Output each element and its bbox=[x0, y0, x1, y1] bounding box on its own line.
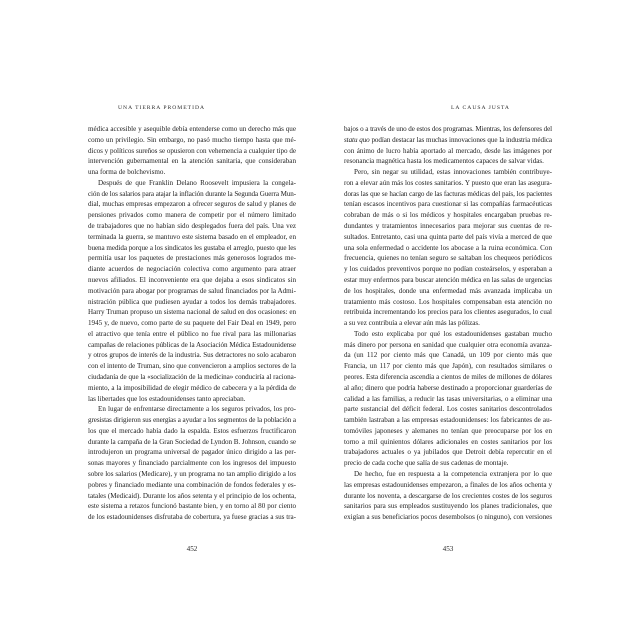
paragraph bbox=[344, 469, 552, 523]
text-line: con el intento de Truman, sino que convencieron a amplios sectores de la bbox=[88, 362, 296, 371]
text-line: doras las que se hacían cargo de las facturas médicas del país, los pacientes bbox=[344, 189, 552, 198]
paragraph bbox=[88, 404, 296, 523]
text-line: miento, a la imposibilidad de elegir médico de cabecera y a la pérdida de bbox=[88, 383, 296, 392]
text-line: terminada la guerra, se mantuvo este sistema basado en el empleador, en bbox=[88, 232, 296, 241]
text-line: sobre los salarios (Medicare), y un programa no tan amplio dirigido a los bbox=[88, 470, 296, 478]
text-line: pobres y financiado mediante una combinación de fondos federales y es- bbox=[88, 480, 296, 489]
text-line: 1945 y, de nuevo, como parte de su paquete del Fair Deal en 1949, pero bbox=[88, 319, 296, 328]
text-line: trabajadores actuales o ya jubilados que Detroit debía repercutir en el bbox=[344, 448, 552, 457]
text-line: gresistas dirigieron sus energías a ayudar a los segmentos de la población a bbox=[88, 416, 296, 425]
text-line: precio de cada coche que salía de sus cadenas de montaje. bbox=[344, 459, 509, 468]
text-line: peores. Esta diferencia ascendía a cientos de miles de millones de dólares bbox=[344, 372, 552, 381]
text-line: introdujeron un programa universal de pagador único dirigido a las per- bbox=[88, 448, 296, 457]
text-line bbox=[344, 135, 552, 146]
text-line: dicos y políticos sureños se opusieron con vehemencia a cualquier tipo de bbox=[88, 146, 296, 155]
paragraph bbox=[344, 167, 552, 329]
text-line: dial, muchas empresas empezaron a ofrecer seguros de salud y planes de bbox=[88, 200, 296, 209]
text-line: más dinero por persona en sanidad que cualquier otra economía avanza- bbox=[344, 340, 552, 349]
text-line: ciudadanía de que la «socialización de la medicina» conduciría al raciona- bbox=[88, 372, 296, 381]
text-line: En lugar de enfrentarse directamente a los seguros privados, los pro- bbox=[98, 405, 296, 414]
running-head: LA CAUSA JUSTA bbox=[451, 105, 510, 111]
text-line: nuevos afiliados. El inconveniente era que dejaba a esos sindicatos sin bbox=[88, 275, 296, 284]
text-line: médica accesible y asequible debía entenderse como un derecho más que bbox=[88, 125, 296, 133]
text-line: a su vez contribuía a elevar aún más las pólizas. bbox=[344, 319, 480, 328]
text-line: sanitarios para sus empleados sustituyendo los planes tradicionales, que bbox=[344, 502, 552, 511]
text-line: las empresas estadounidenses empezaron, a finales de los años ochenta y bbox=[344, 480, 552, 489]
text-line: sultados. Entretanto, casi una quinta parte del país vivía a merced de que bbox=[344, 232, 552, 241]
text-line: y los cuidados preventivos porque no podían costeárselos, y esperaban a bbox=[344, 265, 552, 274]
paragraph bbox=[88, 178, 296, 404]
text-line: parte sustancial del déficit federal. Los costes sanitarios descontrolados bbox=[344, 405, 552, 414]
text-line: buena medida porque a los sindicatos les gustaba el arreglo, puesto que les bbox=[88, 243, 296, 252]
text-line: una forma de bolchevismo. bbox=[88, 168, 166, 177]
text-line: tratamiento más costoso. Los hospitales compensaban esta atención no bbox=[344, 297, 552, 306]
text-line: Francia, un 117 por ciento más que Japón), con resultados similares o bbox=[344, 362, 552, 371]
text-line: tenían escasos incentivos para cuestionar si las compañías farmacéuticas bbox=[344, 200, 552, 209]
text-line: De hecho, fue en respuesta a la competencia extranjera por lo que bbox=[354, 470, 552, 478]
text-line: Pero, sin negar su utilidad, estas innovaciones también contribuye- bbox=[354, 168, 552, 177]
text-line: Todo esto explicaba por qué los estadounidenses gastaban mucho bbox=[354, 329, 552, 338]
text-line: como un privilegio. Sin embargo, no pasó mucho tiempo hasta que mé- bbox=[88, 135, 296, 144]
text-line: nistración pública que pudiesen ayudar a todos los demás trabajadores. bbox=[88, 297, 296, 306]
text-line: al año; dinero que podría haberse destinado a proporcionar guarderías de bbox=[344, 383, 552, 392]
text-block bbox=[88, 124, 296, 523]
italic-phrase: statu quo bbox=[344, 135, 370, 144]
text-line: con ánimo de lucro había aportado al mercado, desde las imágenes por bbox=[344, 146, 552, 155]
text-line: de los hospitales, donde una enfermedad más avanzada implicaba un bbox=[344, 286, 552, 295]
text-line: resonancia magnética hasta los medicamentos capaces de salvar vidas. bbox=[344, 157, 544, 166]
text-line: una sola enfermedad o accidente los abocase a la ruina económica. Con bbox=[344, 243, 552, 252]
text-line: tomóviles japoneses y alemanes no tenían que preocuparse por los en bbox=[344, 426, 552, 435]
text-line: diante acuerdos de negociación colectiva como argumento para atraer bbox=[88, 265, 296, 274]
text-line: calidad a las familias, a reducir las tasas universitarias, o a eliminar una bbox=[344, 394, 552, 403]
paragraph bbox=[88, 124, 296, 178]
text-line: de los estadounidenses disfrutaba de cobertura, ya fuese gracias a sus tra- bbox=[88, 513, 296, 522]
running-head: UNA TIERRA PROMETIDA bbox=[118, 105, 206, 111]
paragraph bbox=[344, 124, 552, 167]
paragraph bbox=[344, 329, 552, 469]
text-line: también lastraban a las empresas estadounidenses: los fabricantes de au- bbox=[344, 416, 552, 425]
text-line: torno a mil quinientos dólares adicionales en costes sanitarios por los bbox=[344, 437, 552, 446]
text-line: intervención gubernamental en la atención sanitaria, que consideraban bbox=[88, 157, 296, 166]
text-line: exigían a sus beneficiarios pocos desembolsos (o ninguno), con versiones bbox=[344, 513, 552, 522]
text-line: durante los noventa, a descargarse de los crecientes costes de los seguros bbox=[344, 491, 552, 500]
text-line: pensiones privados como manera de competir por el número limitado bbox=[88, 211, 296, 220]
text-line: permitía usar los paquetes de prestaciones más generosos logrados me- bbox=[88, 254, 296, 263]
text-line: dundantes y tratamientos innecesarios para mejorar sus cuentas de re- bbox=[344, 222, 552, 231]
text-line: ción de los salarios para atajar la inflación durante la Segunda Guerra Mun- bbox=[88, 189, 296, 198]
text-block bbox=[344, 124, 552, 523]
text-line: Harry Truman propuso un sistema nacional de salud en dos ocasiones: en bbox=[88, 308, 296, 317]
text-line: tatales (Medicaid). Durante los años setenta y el principio de los ochenta, bbox=[88, 491, 296, 500]
text-line: ron a elevar aún más los costes sanitarios. Y puesto que eran las asegura- bbox=[344, 178, 552, 187]
text-run: podían destacar las muchas innovaciones que la industria médica bbox=[369, 135, 552, 144]
right-page bbox=[320, 0, 640, 640]
text-line: Después de que Franklin Delano Roosevelt impusiera la congela- bbox=[98, 178, 296, 187]
page-number: 453 bbox=[442, 545, 454, 553]
text-line: bajos o a través de uno de estos dos programas. Mientras, los defensores del bbox=[344, 125, 552, 133]
text-line: frecuencia, quienes no tenían seguro se saltaban los chequeos periódicos bbox=[344, 254, 552, 263]
text-line: cobraban de más o si los médicos y hospitales encargaban pruebas re- bbox=[344, 211, 552, 220]
text-line: sonas mayores y financiado parcialmente con los ingresos del impuesto bbox=[88, 459, 296, 468]
text-line: durante la campaña de la Gran Sociedad de Lyndon B. Johnson, cuando se bbox=[88, 437, 296, 446]
text-line: y otros grupos de interés de la industria. Sus detractores no solo acabaron bbox=[88, 351, 296, 360]
text-line: las libertades que los estadounidenses tanto apreciaban. bbox=[88, 394, 246, 403]
text-line: este sistema a retazos funcionó bastante bien, y en torno al 80 por ciento bbox=[88, 502, 296, 511]
text-line: campañas de relaciones públicas de la Asociación Médica Estadounidense bbox=[88, 340, 296, 349]
text-line: el atractivo que tenía entre el público no fue rival para las millonarias bbox=[88, 329, 296, 338]
text-line: de trabajadores que no habían sido desplegados fuera del país. Una vez bbox=[88, 222, 296, 231]
text-line: los que el mercado había dado la espalda. Estos esfuerzos fructificaron bbox=[88, 426, 296, 435]
text-line: motivación para abogar por programas de salud financiados por la Admi- bbox=[88, 286, 296, 295]
page-number: 452 bbox=[186, 545, 198, 553]
text-line: da (un 112 por ciento más que Canadá, un 109 por ciento más que bbox=[344, 351, 552, 360]
text-line: estar muy enfermos para buscar atención médica en las salas de urgencias bbox=[344, 275, 552, 284]
text-line: retribuida incrementando los precios para los clientes asegurados, lo cual bbox=[344, 308, 552, 317]
